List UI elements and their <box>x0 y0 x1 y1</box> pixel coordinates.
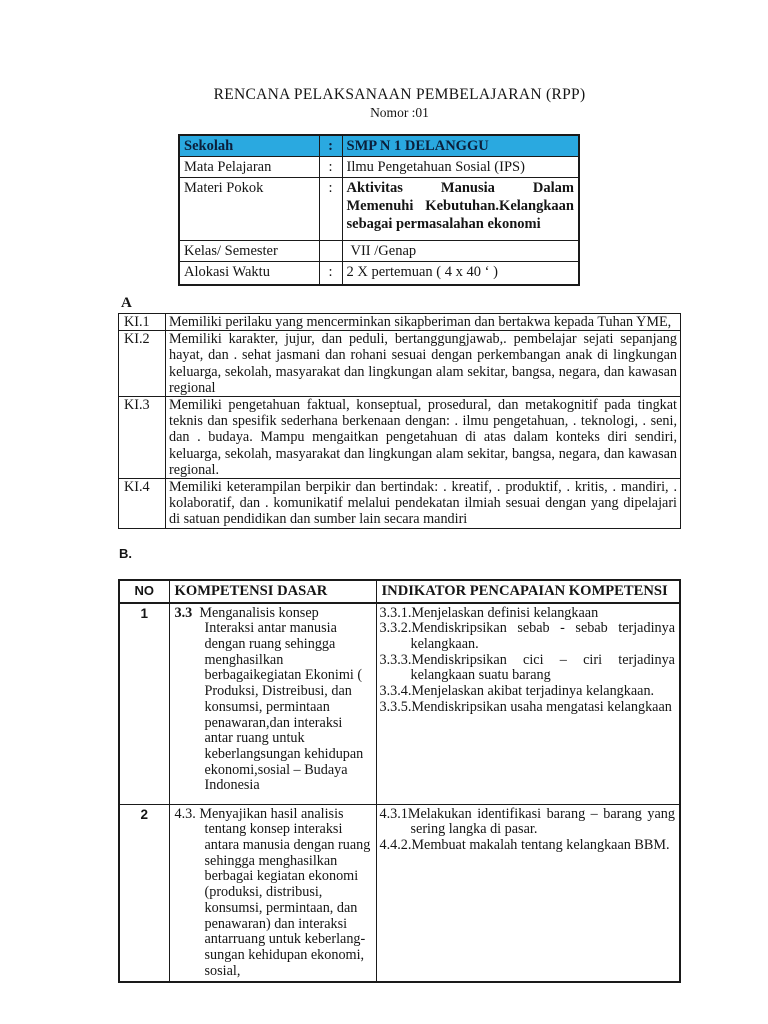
info-row-sekolah <box>179 135 579 157</box>
school-info-table <box>178 134 580 286</box>
ki-text: Memiliki perilaku yang mencerminkan sikapberiman dan bertakwa kepada Tuhan YME, <box>166 314 681 331</box>
ki-code: KI.3 <box>119 397 166 479</box>
info-row-materi-pokok <box>179 178 579 241</box>
kd-text: Menganalisis konsep Interaksi antar manusia dengan ruang sehingga menghasilkan berbagaikegiatan Ekonimi ( Produksi, Distreibusi, dan konsumsi, permintaan penawaran,dan interaksi antar ruang untuk keberlangsungan kehidupan ekonomi,sosial – Budaya Indonesia <box>199 604 364 794</box>
indicator-cell <box>376 603 680 805</box>
kompetensi-dasar-cell <box>169 603 376 805</box>
info-label: Materi Pokok <box>179 178 319 241</box>
ki-row <box>119 397 681 479</box>
row-number: 1 <box>119 603 169 805</box>
kd-row <box>119 804 680 982</box>
ki-row <box>119 479 681 529</box>
kd-text: Menyajikan hasil analisis tentang konsep interaksi antara manusia dengan ruang sehingga menghasilkan berbagai kegiatan ekonomi (produksi, distribusi, konsumsi, permintaan, dan penawaran) dan interaksi antarruang untuk keberlang-sungan kehidupan ekonomi, sosial, <box>199 805 371 979</box>
info-label: Mata Pelajaran <box>179 157 319 178</box>
colon-separator: : <box>319 157 342 178</box>
colon-separator: : <box>319 178 342 241</box>
header-no: NO <box>119 580 169 603</box>
info-row-mata-pelajaran <box>179 157 579 178</box>
page-title: RENCANA PELAKSANAAN PEMBELAJARAN (RPP) <box>213 86 586 103</box>
header-kompetensi-dasar: KOMPETENSI DASAR <box>169 580 376 603</box>
section-b-label: B. <box>119 545 132 561</box>
ki-text: Memiliki pengetahuan faktual, konseptual, prosedural, dan metakognitif pada tingkat teknis dan spesifik sederhana berkenaan dengan: . ilmu pengetahuan, . teknologi, . seni, dan . budaya. Mampu mengaitkan pengetahuan di atas dalam konteks diri sendiri, keluarga, sekolah, masyarakat dan lingkungan alam sekitar, bangsa, negara, dan kawasan regional. <box>166 397 681 479</box>
colon-separator: : <box>319 135 342 157</box>
ki-text: Memiliki karakter, jujur, dan peduli, bertanggungjawab,. pembelajar sejati sepanjang hayat, dan . sehat jasmani dan rohani sesuai dengan perkembangan anak di lingkungan keluarga, sekolah, masyarakat dan lingkungan alam sekitar, bangsa, negara, dan kawasan regional <box>166 331 681 397</box>
indicator-item: 3.3.4.Menjelaskan akibat terjadinya kelangkaan. <box>379 683 655 700</box>
kompetensi-inti-table <box>118 313 681 529</box>
row-number: 2 <box>119 804 169 982</box>
info-row-alokasi-waktu <box>179 262 579 286</box>
indicator-item: 3.3.5.Mendiskripsikan usaha mengatasi kelangkaan <box>379 698 672 715</box>
ki-code: KI.2 <box>119 331 166 397</box>
info-row-kelas-semester <box>179 241 579 262</box>
kd-number: 3.3 <box>174 604 193 621</box>
colon-separator: : <box>319 262 342 286</box>
ki-code: KI.4 <box>119 479 166 529</box>
ki-code: KI.1 <box>119 314 166 331</box>
materi-line: Memenuhi Kebutuhan.Kelangkaan <box>346 198 574 214</box>
ki-row <box>119 314 681 331</box>
info-label: Alokasi Waktu <box>179 262 319 286</box>
info-value: 2 X pertemuan ( 4 x 40 ‘ ) <box>342 262 579 286</box>
info-value: Ilmu Pengetahuan Sosial (IPS) <box>342 157 579 178</box>
indicator-cell <box>376 804 680 982</box>
info-value: VII /Genap <box>342 241 579 262</box>
indicator-item: 3.3.2.Mendiskripsikan sebab - sebab terjadinya kelangkaan. <box>379 620 675 653</box>
kd-header-row <box>119 580 680 603</box>
materi-line: sebagai permasalahan ekonomi <box>346 216 541 232</box>
info-value: SMP N 1 DELANGGU <box>342 135 579 157</box>
kd-paragraph <box>175 606 371 794</box>
info-label: Sekolah <box>179 135 319 157</box>
section-a-label: A <box>121 295 132 311</box>
info-value <box>342 178 579 241</box>
indicator-item: 4.4.2.Membuat makalah tentang kelangkaan BBM. <box>379 837 670 854</box>
kompetensi-dasar-table <box>118 579 681 984</box>
header-indikator: INDIKATOR PENCAPAIAN KOMPETENSI <box>376 580 680 603</box>
kd-paragraph <box>175 807 371 980</box>
kd-row <box>119 603 680 805</box>
kd-number: 4.3. <box>174 805 196 822</box>
ki-row <box>119 331 681 397</box>
colon-separator <box>319 241 342 262</box>
info-label: Kelas/ Semester <box>179 241 319 262</box>
kompetensi-dasar-cell <box>169 804 376 982</box>
indicator-item: 3.3.1.Menjelaskan definisi kelangkaan <box>379 604 599 621</box>
document-content <box>118 86 681 983</box>
indicator-item: 4.3.1Melakukan identifikasi barang – barang yang sering langka di pasar. <box>379 805 675 838</box>
materi-line: Aktivitas Manusia Dalam <box>346 180 574 196</box>
indicator-item: 3.3.3.Mendiskripsikan cici – ciri terjadinya kelangkaan suatu barang <box>379 651 675 684</box>
ki-text: Memiliki keterampilan berpikir dan bertindak: . kreatif, . produktif, . kritis, . mandiri, . kolaboratif, dan . komunikatif melalui pendekatan ilmiah sesuai dengan yang dipelajari di satuan pendidikan dan sumber lain secara mandiri <box>166 479 681 529</box>
page-subtitle: Nomor :01 <box>370 105 429 120</box>
